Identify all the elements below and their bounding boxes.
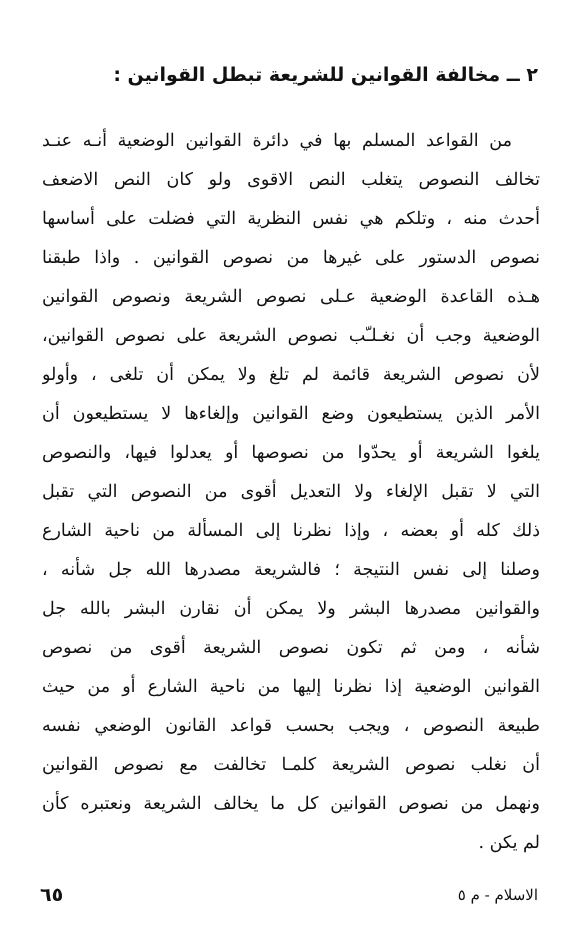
paragraph-line: لم يكن .	[478, 833, 540, 853]
paragraph-line: تخالف النصوص يتغلب النص الاقوى ولو كان النص الاضعف	[42, 170, 540, 190]
paragraph-line: نصوص الدستور على غيرها من نصوص القوانين . واذا طبقنا	[42, 248, 540, 268]
paragraph-line: القوانين الوضعية إذا نظرنا إليها من ناحية الشارع أو من حيث	[42, 677, 540, 697]
paragraph-line: التي لا تقبل الإلغاء ولا التعديل أقوى من النصوص التي تقبل	[42, 482, 540, 502]
section-heading: ٢ ــ مخالفة القوانين للشريعة تبطل القوانين :	[113, 64, 538, 86]
paragraph-line: وصلنا إلى نفس النتيجة ؛ فالشريعة مصدرها الله جل شأنه ،	[42, 560, 540, 580]
paragraph-line: والقوانين مصدرها البشر ولا يمكن أن نقارن البشر بالله جل	[42, 599, 540, 619]
paragraph	[42, 122, 540, 863]
paragraph-line: طبيعة النصوص ، ويجب بحسب قواعد القانون الوضعي نفسه	[42, 716, 540, 736]
paragraph-line: ونهمل من نصوص القوانين كل ما يخالف الشريعة ونعتبره كأن	[42, 794, 540, 814]
page-footer	[40, 878, 538, 912]
paragraph-line: الأمر الذين يستطيعون وضع القوانين وإلغاءها لا يستطيعون أن	[42, 404, 540, 424]
paragraph-line: شأنه ، ومن ثم تكون نصوص الشريعة أقوى من نصوص	[42, 638, 540, 658]
printer-signature: الاسلام - م ٥	[457, 886, 538, 904]
paragraph-line: من القواعد المسلم بها في دائرة القوانين الوضعية أنـه عنـد	[42, 131, 512, 151]
paragraph-line: لأن نصوص الشريعة قائمة لم تلغ ولا يمكن أن تلغى ، وأولو	[42, 365, 540, 385]
page-number: ٦٥	[40, 884, 64, 906]
paragraph-line: ذلك كله أو بعضه ، وإذا نظرنا إلى المسألة من ناحية الشارع	[42, 521, 540, 541]
paragraph-line: هـذه القاعدة الوضعية عـلى نصوص الشريعة ونصوص القوانين	[42, 287, 540, 307]
paragraph-line: أحدث منه ، وتلكم هي نفس النظرية التي فضلت على أساسها	[42, 209, 540, 229]
paragraph-line: أن نغلب نصوص الشريعة كلمـا تخالفت مع نصوص القوانين	[42, 755, 540, 775]
paragraph-line: يلغوا الشريعة أو يحدّوا من نصوصها أو يعدلوا فيها، والنصوص	[42, 443, 540, 463]
paragraph-line: الوضعية وجب أن نغـلـّب نصوص الشريعة على نصوص القوانين،	[42, 326, 540, 346]
